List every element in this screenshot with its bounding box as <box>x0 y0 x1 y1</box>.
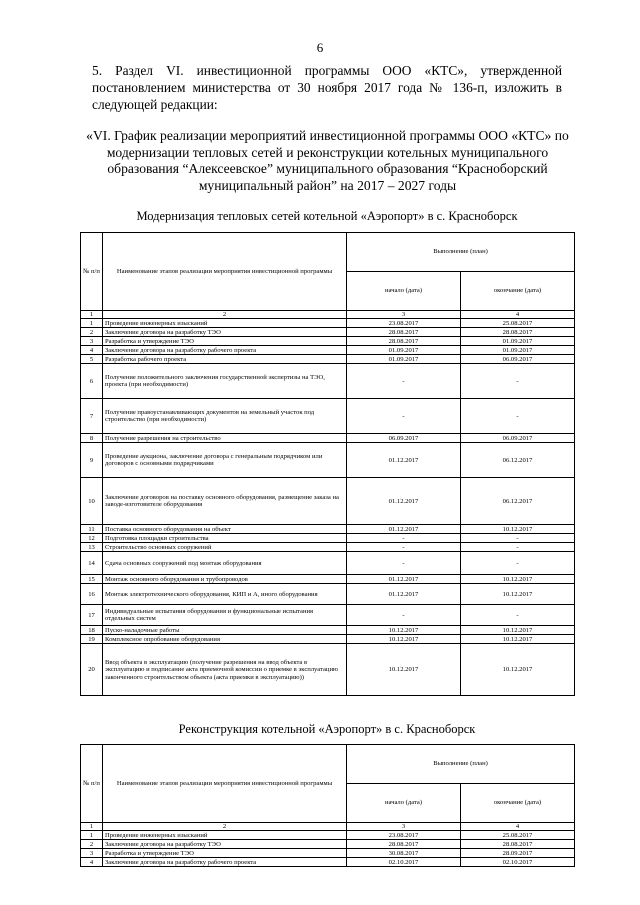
row-stage-name: Сдача основных сооружений под монтаж оборудования <box>103 552 347 575</box>
row-number: 14 <box>81 552 103 575</box>
header-index: 4 <box>461 311 575 319</box>
header-index: 2 <box>103 823 347 831</box>
row-start-date: 02.10.2017 <box>347 858 461 867</box>
row-stage-name: Заключение договоров на поставку основного оборудования, размещение заказа на заводе-изготовителе оборудования <box>103 478 347 525</box>
row-start-date: - <box>347 534 461 543</box>
header-end: окончание (дата) <box>461 272 575 311</box>
row-number: 4 <box>81 858 103 867</box>
row-number: 15 <box>81 575 103 584</box>
row-stage-name: Получение правоустанавливающих документов на земельный участок под строительство (при необходимости) <box>103 399 347 434</box>
row-end-date: - <box>461 399 575 434</box>
row-start-date: 10.12.2017 <box>347 626 461 635</box>
row-stage-name: Заключение договора на разработку ТЭО <box>103 328 347 337</box>
row-number: 18 <box>81 626 103 635</box>
row-number: 9 <box>81 443 103 478</box>
header-start: начало (дата) <box>347 784 461 823</box>
row-end-date: 06.12.2017 <box>461 443 575 478</box>
table-row <box>81 525 575 534</box>
row-end-date: 28.08.2017 <box>461 328 575 337</box>
row-end-date: 06.09.2017 <box>461 355 575 364</box>
row-stage-name: Монтаж основного оборудования и трубопроводов <box>103 575 347 584</box>
table-row <box>81 534 575 543</box>
row-start-date: 06.09.2017 <box>347 434 461 443</box>
row-start-date: - <box>347 552 461 575</box>
header-execution: Выполнение (план) <box>347 233 575 272</box>
row-end-date: 10.12.2017 <box>461 626 575 635</box>
row-end-date: 01.09.2017 <box>461 346 575 355</box>
row-stage-name: Монтаж электротехнического оборудования, КИП и А, иного оборудования <box>103 584 347 605</box>
row-end-date: 25.08.2017 <box>461 831 575 840</box>
row-start-date: 10.12.2017 <box>347 644 461 696</box>
row-start-date: - <box>347 543 461 552</box>
table-row <box>81 644 575 696</box>
header-index: 3 <box>347 311 461 319</box>
row-stage-name: Разработка и утверждение ТЭО <box>103 849 347 858</box>
row-stage-name: Проведение инженерных изысканий <box>103 831 347 840</box>
row-start-date: 28.08.2017 <box>347 840 461 849</box>
table-row <box>81 626 575 635</box>
header-index: 1 <box>81 311 103 319</box>
section-heading: «VI. График реализации мероприятий инвестиционной программы ООО «КТС» по модернизации тепловых сетей и реконструкции котельных муниципального образования “Алексеевское” муниципального образования “Красноборский муниципальный район” на 2017 – 2027 годы <box>86 128 569 193</box>
row-start-date: 28.08.2017 <box>347 337 461 346</box>
row-start-date: 01.12.2017 <box>347 478 461 525</box>
page-number: 6 <box>316 40 324 55</box>
row-stage-name: Поставка основного оборудования на объект <box>103 525 347 534</box>
row-end-date: 10.12.2017 <box>461 635 575 644</box>
row-stage-name: Индивидуальные испытания оборудования и функциональные испытания отдельных систем <box>103 605 347 626</box>
row-start-date: - <box>347 364 461 399</box>
row-end-date: 06.09.2017 <box>461 434 575 443</box>
row-end-date: - <box>461 534 575 543</box>
table-row <box>81 478 575 525</box>
header-stage-name: Наименование этапов реализации мероприятия инвестиционной программы <box>103 745 347 823</box>
row-number: 12 <box>81 534 103 543</box>
row-number: 4 <box>81 346 103 355</box>
row-start-date: 28.08.2017 <box>347 328 461 337</box>
row-stage-name: Проведение аукциона, заключение договора с генеральным подрядчиком или договоров с основными подрядчиками <box>103 443 347 478</box>
row-stage-name: Ввод объекта в эксплуатацию (получение разрешения на ввод объекта в эксплуатацию и подписание акта приемочной комиссии о приемке в эксплуатацию законченного строительством объекта (акта приемки в эксплуатацию)) <box>103 644 347 696</box>
row-start-date: 10.12.2017 <box>347 635 461 644</box>
table-row <box>81 364 575 399</box>
row-end-date: - <box>461 605 575 626</box>
row-end-date: 06.12.2017 <box>461 478 575 525</box>
header-execution: Выполнение (план) <box>347 745 575 784</box>
row-end-date: 10.12.2017 <box>461 584 575 605</box>
row-start-date: 01.12.2017 <box>347 575 461 584</box>
intro-paragraph: 5. Раздел VI. инвестиционной программы ООО «КТС», утвержденной постановлением министерства от 30 ноября 2017 года № 136-п, изложить в следующей редакции: <box>92 63 562 112</box>
table-row <box>81 584 575 605</box>
row-number: 17 <box>81 605 103 626</box>
row-number: 5 <box>81 355 103 364</box>
table-row <box>81 337 575 346</box>
header-number: № п/п <box>81 233 103 311</box>
row-start-date: 01.12.2017 <box>347 584 461 605</box>
row-number: 8 <box>81 434 103 443</box>
table-row <box>81 840 575 849</box>
row-stage-name: Заключение договора на разработку ТЭО <box>103 840 347 849</box>
header-end: окончание (дата) <box>461 784 575 823</box>
table2-title: Реконструкция котельной «Аэропорт» в с. Красноборск <box>178 722 476 736</box>
row-number: 2 <box>81 328 103 337</box>
row-number: 10 <box>81 478 103 525</box>
table-row <box>81 355 575 364</box>
schedule-table-heat-networks <box>80 232 575 696</box>
row-start-date: 01.12.2017 <box>347 443 461 478</box>
header-index: 2 <box>103 311 347 319</box>
row-stage-name: Получение положительного заключения государственной экспертизы на ТЭО, проекта (при необходимости) <box>103 364 347 399</box>
header-index: 4 <box>461 823 575 831</box>
table-row <box>81 858 575 867</box>
row-end-date: - <box>461 552 575 575</box>
row-start-date: 01.09.2017 <box>347 355 461 364</box>
row-number: 7 <box>81 399 103 434</box>
row-start-date: 01.12.2017 <box>347 525 461 534</box>
row-number: 20 <box>81 644 103 696</box>
row-start-date: 23.08.2017 <box>347 831 461 840</box>
row-start-date: - <box>347 399 461 434</box>
row-end-date: 10.12.2017 <box>461 525 575 534</box>
table-row <box>81 346 575 355</box>
row-start-date: 30.08.2017 <box>347 849 461 858</box>
table-row <box>81 849 575 858</box>
row-end-date: 28.09.2017 <box>461 849 575 858</box>
row-number: 16 <box>81 584 103 605</box>
row-end-date: 10.12.2017 <box>461 644 575 696</box>
table-row <box>81 434 575 443</box>
row-end-date: 10.12.2017 <box>461 575 575 584</box>
table-row <box>81 575 575 584</box>
table1-title: Модернизация тепловых сетей котельной «Аэропорт» в с. Красноборск <box>136 209 518 223</box>
row-stage-name: Разработка и утверждение ТЭО <box>103 337 347 346</box>
row-end-date: 01.09.2017 <box>461 337 575 346</box>
table-row <box>81 552 575 575</box>
table-row <box>81 399 575 434</box>
table-row <box>81 543 575 552</box>
row-stage-name: Заключение договора на разработку рабочего проекта <box>103 346 347 355</box>
row-end-date: - <box>461 364 575 399</box>
row-number: 3 <box>81 337 103 346</box>
row-number: 13 <box>81 543 103 552</box>
header-stage-name: Наименование этапов реализации мероприятия инвестиционной программы <box>103 233 347 311</box>
row-stage-name: Получение разрешения на строительство <box>103 434 347 443</box>
table-row <box>81 319 575 328</box>
row-stage-name: Разработка рабочего проекта <box>103 355 347 364</box>
row-end-date: 02.10.2017 <box>461 858 575 867</box>
row-number: 19 <box>81 635 103 644</box>
row-stage-name: Строительство основных сооружений <box>103 543 347 552</box>
row-number: 3 <box>81 849 103 858</box>
row-end-date: - <box>461 543 575 552</box>
row-number: 2 <box>81 840 103 849</box>
row-number: 6 <box>81 364 103 399</box>
row-stage-name: Заключение договора на разработку рабочего проекта <box>103 858 347 867</box>
row-number: 11 <box>81 525 103 534</box>
row-start-date: 23.08.2017 <box>347 319 461 328</box>
row-start-date: - <box>347 605 461 626</box>
header-start: начало (дата) <box>347 272 461 311</box>
row-start-date: 01.09.2017 <box>347 346 461 355</box>
row-stage-name: Проведение инженерных изысканий <box>103 319 347 328</box>
row-end-date: 25.08.2017 <box>461 319 575 328</box>
table-row <box>81 605 575 626</box>
row-stage-name: Комплексное опробование оборудования <box>103 635 347 644</box>
table-row <box>81 831 575 840</box>
header-index: 1 <box>81 823 103 831</box>
table-row <box>81 443 575 478</box>
row-end-date: 28.08.2017 <box>461 840 575 849</box>
header-number: № п/п <box>81 745 103 823</box>
row-number: 1 <box>81 319 103 328</box>
schedule-table-boiler-reconstruction <box>80 744 575 867</box>
table-row <box>81 635 575 644</box>
row-number: 1 <box>81 831 103 840</box>
header-index: 3 <box>347 823 461 831</box>
table-row <box>81 328 575 337</box>
row-stage-name: Подготовка площадки строительства <box>103 534 347 543</box>
row-stage-name: Пуско-наладочные работы <box>103 626 347 635</box>
